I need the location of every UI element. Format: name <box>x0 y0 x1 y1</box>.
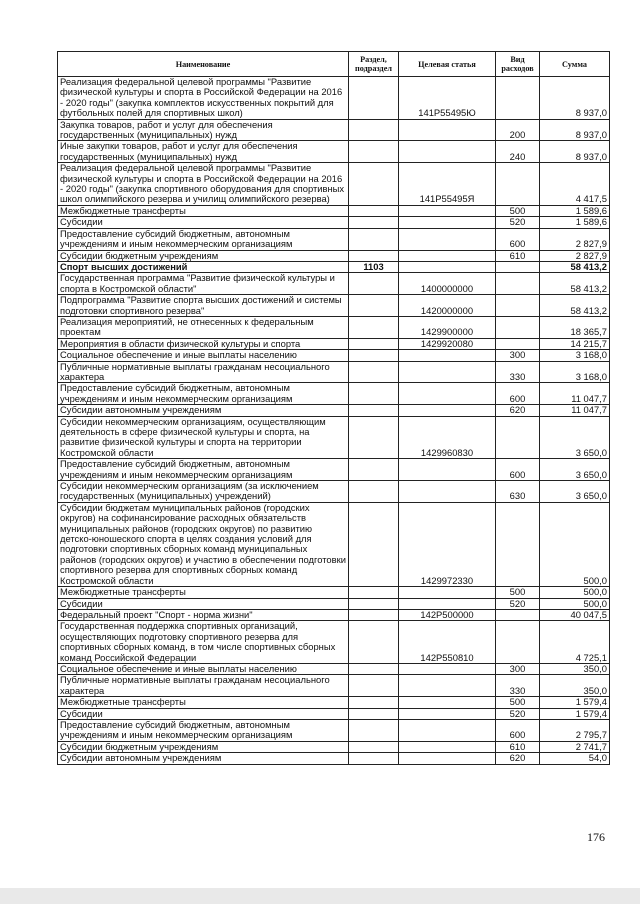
cell-sum: 3 650,0 <box>540 459 610 481</box>
cell-name: Межбюджетные трансферты <box>58 697 349 708</box>
cell-expense-type: 300 <box>496 663 540 674</box>
cell-name: Субсидии <box>58 598 349 609</box>
cell-target <box>399 587 496 598</box>
cell-name: Предоставление субсидий бюджетным, автономным учреждениям и иным некоммерческим организациям <box>58 719 349 741</box>
cell-name: Субсидии автономным учреждениям <box>58 753 349 764</box>
table-row <box>58 502 610 586</box>
cell-section <box>349 295 399 317</box>
cell-section <box>349 459 399 481</box>
cell-sum: 350,0 <box>540 675 610 697</box>
cell-name: Публичные нормативные выплаты гражданам несоциального характера <box>58 361 349 383</box>
table-row <box>58 77 610 120</box>
cell-expense-type: 520 <box>496 598 540 609</box>
cell-expense-type: 600 <box>496 719 540 741</box>
cell-target <box>399 119 496 141</box>
cell-target <box>399 459 496 481</box>
cell-expense-type: 520 <box>496 217 540 228</box>
cell-name: Межбюджетные трансферты <box>58 205 349 216</box>
header-sum: Сумма <box>540 52 610 77</box>
cell-target <box>399 741 496 752</box>
cell-sum: 4 725,1 <box>540 621 610 664</box>
cell-name: Публичные нормативные выплаты гражданам несоциального характера <box>58 675 349 697</box>
table-row <box>58 481 610 503</box>
table-row <box>58 663 610 674</box>
cell-target: 141P55495Ю <box>399 77 496 120</box>
cell-expense-type <box>496 416 540 459</box>
cell-expense-type: 500 <box>496 205 540 216</box>
cell-section <box>349 77 399 120</box>
scan-footer-strip <box>0 888 640 904</box>
cell-expense-type <box>496 316 540 338</box>
table-row <box>58 141 610 163</box>
cell-sum: 1 579,4 <box>540 708 610 719</box>
cell-target <box>399 719 496 741</box>
cell-target <box>399 481 496 503</box>
cell-sum: 2 827,9 <box>540 228 610 250</box>
cell-sum: 500,0 <box>540 587 610 598</box>
cell-section <box>349 697 399 708</box>
table-row <box>58 205 610 216</box>
header-name: Наименование <box>58 52 349 77</box>
cell-sum: 3 168,0 <box>540 350 610 361</box>
cell-target <box>399 250 496 261</box>
table-row <box>58 338 610 349</box>
table-row <box>58 416 610 459</box>
cell-name: Субсидии <box>58 708 349 719</box>
cell-expense-type: 610 <box>496 250 540 261</box>
cell-sum: 8 937,0 <box>540 141 610 163</box>
cell-name: Субсидии автономным учреждениям <box>58 405 349 416</box>
cell-expense-type: 630 <box>496 481 540 503</box>
cell-section <box>349 205 399 216</box>
cell-target: 1429900000 <box>399 316 496 338</box>
cell-name: Реализация федеральной целевой программы "Развитие физической культуры и спорта в Российской Федерации на 2016 - 2020 годы" (закупка спортивного оборудования для спортивных школ олимпийского резерва и училищ олимпийского резерва) <box>58 163 349 206</box>
cell-sum: 40 047,5 <box>540 609 610 620</box>
cell-name: Закупка товаров, работ и услуг для обеспечения государственных (муниципальных) нужд <box>58 119 349 141</box>
cell-sum: 3 168,0 <box>540 361 610 383</box>
cell-sum: 58 413,2 <box>540 261 610 272</box>
cell-target: 1420000000 <box>399 295 496 317</box>
cell-expense-type <box>496 77 540 120</box>
cell-sum: 11 047,7 <box>540 405 610 416</box>
cell-target <box>399 753 496 764</box>
table-row <box>58 719 610 741</box>
header-row <box>58 52 610 77</box>
table-header <box>58 52 610 77</box>
cell-name: Субсидии некоммерческим организациям, осуществляющим деятельность в сфере физической культуры и спорта, на развитие физической культуры и спорта на территории Костромской области <box>58 416 349 459</box>
cell-expense-type <box>496 621 540 664</box>
cell-expense-type: 330 <box>496 361 540 383</box>
header-expense-type: Вид расходов <box>496 52 540 77</box>
table-row <box>58 459 610 481</box>
cell-target <box>399 598 496 609</box>
table-row <box>58 708 610 719</box>
cell-expense-type <box>496 609 540 620</box>
cell-section <box>349 405 399 416</box>
table-row <box>58 250 610 261</box>
cell-expense-type: 600 <box>496 383 540 405</box>
cell-name: Межбюджетные трансферты <box>58 587 349 598</box>
cell-expense-type: 600 <box>496 459 540 481</box>
cell-sum: 11 047,7 <box>540 383 610 405</box>
cell-expense-type: 520 <box>496 708 540 719</box>
cell-name: Реализация мероприятий, не отнесенных к федеральным проектам <box>58 316 349 338</box>
cell-sum: 500,0 <box>540 502 610 586</box>
table-row <box>58 228 610 250</box>
cell-expense-type: 500 <box>496 587 540 598</box>
cell-name: Реализация федеральной целевой программы "Развитие физической культуры и спорта в Российской Федерации на 2016 - 2020 годы" (закупка комплектов искусственных покрытий для футбольных полей для спортивных школ) <box>58 77 349 120</box>
cell-name: Социальное обеспечение и иные выплаты населению <box>58 663 349 674</box>
cell-expense-type <box>496 338 540 349</box>
cell-section <box>349 338 399 349</box>
cell-target <box>399 405 496 416</box>
cell-section <box>349 481 399 503</box>
cell-target <box>399 228 496 250</box>
table-row <box>58 163 610 206</box>
cell-expense-type <box>496 273 540 295</box>
cell-section <box>349 383 399 405</box>
cell-section <box>349 350 399 361</box>
budget-table <box>57 51 610 765</box>
cell-name: Предоставление субсидий бюджетным, автономным учреждениям и иным некоммерческим организациям <box>58 383 349 405</box>
cell-expense-type: 240 <box>496 141 540 163</box>
table-row <box>58 316 610 338</box>
cell-section <box>349 141 399 163</box>
cell-sum: 8 937,0 <box>540 77 610 120</box>
cell-target <box>399 708 496 719</box>
cell-name: Государственная программа "Развитие физической культуры и спорта в Костромской области" <box>58 273 349 295</box>
cell-section <box>349 273 399 295</box>
cell-target <box>399 141 496 163</box>
cell-name: Предоставление субсидий бюджетным, автономным учреждениям и иным некоммерческим организациям <box>58 228 349 250</box>
cell-sum: 2 741,7 <box>540 741 610 752</box>
cell-name: Предоставление субсидий бюджетным, автономным учреждениям и иным некоммерческим организациям <box>58 459 349 481</box>
cell-target: 142P550810 <box>399 621 496 664</box>
cell-section <box>349 598 399 609</box>
cell-name: Субсидии бюджетам муниципальных районов (городских округов) на софинансирование расходных обязательств муниципальных районов (городских округов) по развитию детско-юношеского спорта в целях создания условий для подготовки спортивных сборных команд муниципальных районов (городских округов) и участию в обеспечении подготовки спортивного резерва для спортивных сборных команд Костромской области <box>58 502 349 586</box>
cell-target: 142P500000 <box>399 609 496 620</box>
cell-sum: 1 579,4 <box>540 697 610 708</box>
table-row <box>58 587 610 598</box>
cell-target: 1400000000 <box>399 273 496 295</box>
cell-section <box>349 741 399 752</box>
cell-target <box>399 261 496 272</box>
table-row <box>58 753 610 764</box>
table-row <box>58 273 610 295</box>
table-row <box>58 741 610 752</box>
cell-name: Иные закупки товаров, работ и услуг для обеспечения государственных (муниципальных) нужд <box>58 141 349 163</box>
cell-name: Подпрограмма "Развитие спорта высших достижений и системы подготовки спортивного резерва" <box>58 295 349 317</box>
cell-target <box>399 205 496 216</box>
cell-sum: 350,0 <box>540 663 610 674</box>
cell-section <box>349 663 399 674</box>
cell-section <box>349 119 399 141</box>
cell-expense-type: 300 <box>496 350 540 361</box>
cell-expense-type: 200 <box>496 119 540 141</box>
table-row <box>58 217 610 228</box>
cell-section <box>349 609 399 620</box>
table-row <box>58 350 610 361</box>
cell-section <box>349 719 399 741</box>
cell-section <box>349 217 399 228</box>
cell-name: Мероприятия в области физической культуры и спорта <box>58 338 349 349</box>
table-row <box>58 621 610 664</box>
cell-section <box>349 416 399 459</box>
cell-section <box>349 163 399 206</box>
cell-section <box>349 361 399 383</box>
cell-sum: 4 417,5 <box>540 163 610 206</box>
cell-sum: 3 650,0 <box>540 416 610 459</box>
page-number: 176 <box>587 830 605 844</box>
cell-sum: 2 795,7 <box>540 719 610 741</box>
cell-sum: 58 413,2 <box>540 295 610 317</box>
cell-expense-type <box>496 295 540 317</box>
cell-target: 1429972330 <box>399 502 496 586</box>
cell-expense-type: 330 <box>496 675 540 697</box>
table-row <box>58 697 610 708</box>
cell-name: Субсидии бюджетным учреждениям <box>58 250 349 261</box>
cell-sum: 2 827,9 <box>540 250 610 261</box>
cell-sum: 500,0 <box>540 598 610 609</box>
cell-section <box>349 708 399 719</box>
header-section: Раздел, подраздел <box>349 52 399 77</box>
table-row <box>58 295 610 317</box>
cell-name: Федеральный проект "Спорт - норма жизни" <box>58 609 349 620</box>
cell-expense-type: 620 <box>496 753 540 764</box>
cell-expense-type: 500 <box>496 697 540 708</box>
cell-target <box>399 350 496 361</box>
cell-sum: 54,0 <box>540 753 610 764</box>
cell-name: Социальное обеспечение и иные выплаты населению <box>58 350 349 361</box>
cell-sum: 1 589,6 <box>540 205 610 216</box>
cell-section <box>349 228 399 250</box>
header-target: Целевая статья <box>399 52 496 77</box>
cell-expense-type <box>496 261 540 272</box>
cell-target <box>399 675 496 697</box>
cell-sum: 1 589,6 <box>540 217 610 228</box>
cell-section <box>349 675 399 697</box>
table-row <box>58 383 610 405</box>
cell-section <box>349 316 399 338</box>
cell-name: Субсидии <box>58 217 349 228</box>
table-row <box>58 598 610 609</box>
cell-expense-type: 610 <box>496 741 540 752</box>
cell-section <box>349 587 399 598</box>
table-row <box>58 119 610 141</box>
cell-section <box>349 621 399 664</box>
cell-name: Спорт высших достижений <box>58 261 349 272</box>
cell-target: 141P55495Я <box>399 163 496 206</box>
cell-name: Государственная поддержка спортивных организаций, осуществляющих подготовку спортивного резерва для спортивных сборных команд, в том числе спортивных сборных команд Российской Федерации <box>58 621 349 664</box>
cell-section <box>349 753 399 764</box>
table-body <box>58 77 610 765</box>
cell-sum: 8 937,0 <box>540 119 610 141</box>
table-row <box>58 675 610 697</box>
table-row <box>58 609 610 620</box>
cell-sum: 14 215,7 <box>540 338 610 349</box>
cell-expense-type <box>496 502 540 586</box>
cell-expense-type: 600 <box>496 228 540 250</box>
cell-target: 1429920080 <box>399 338 496 349</box>
cell-target <box>399 697 496 708</box>
cell-sum: 18 365,7 <box>540 316 610 338</box>
cell-section <box>349 250 399 261</box>
cell-target: 1429960830 <box>399 416 496 459</box>
table-row <box>58 405 610 416</box>
cell-sum: 58 413,2 <box>540 273 610 295</box>
cell-name: Субсидии бюджетным учреждениям <box>58 741 349 752</box>
cell-sum: 3 650,0 <box>540 481 610 503</box>
cell-target <box>399 361 496 383</box>
cell-expense-type: 620 <box>496 405 540 416</box>
cell-target <box>399 663 496 674</box>
cell-name: Субсидии некоммерческим организациям (за исключением государственных (муниципальных) учреждений) <box>58 481 349 503</box>
cell-section <box>349 502 399 586</box>
table-row <box>58 261 610 272</box>
cell-section: 1103 <box>349 261 399 272</box>
table-row <box>58 361 610 383</box>
cell-target <box>399 383 496 405</box>
cell-expense-type <box>496 163 540 206</box>
cell-target <box>399 217 496 228</box>
